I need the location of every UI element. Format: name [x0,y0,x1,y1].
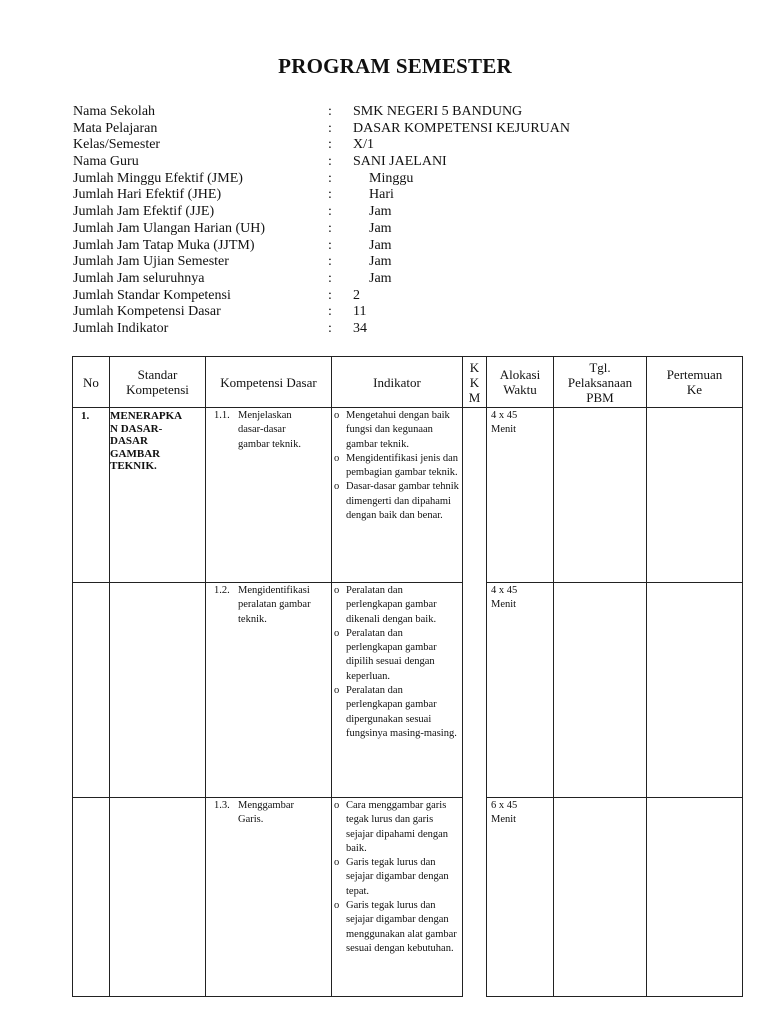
cell-tgl-pelaksanaan [554,798,647,997]
kd-number: 1.3. [214,800,230,811]
table-header-row [73,357,743,408]
table-row [73,798,743,997]
header-pertemuan: Pertemuan Ke [647,357,743,408]
indikator-item [334,480,460,523]
bullet-icon: o [334,410,340,421]
cell-kompetensi-dasar [206,583,332,798]
indikator-text: Dasar-dasar gambar tehnik dimengerti dan dipahami dengan baik dan benar. [346,481,459,522]
cell-alokasi-waktu: 4 x 45 Menit [487,583,554,798]
indikator-text: Mengidentifikasi jenis dan pembagian gambar teknik. [346,452,458,479]
info-value: 11 [353,304,367,320]
cell-standar-kompetensi [110,798,206,997]
info-section [73,104,673,338]
indikator-text: Cara menggambar garis tegak lurus dan garis sejajar dipahami dengan baik. [346,800,449,854]
bullet-icon: o [334,481,340,493]
kd-item [214,584,329,627]
info-colon: : [328,320,332,336]
cell-no [73,798,110,997]
cell-no [73,583,110,798]
header-no: No [73,357,110,408]
cell-standar-kompetensi [110,583,206,798]
info-label: Jumlah Standar Kompetensi [73,287,231,303]
indikator-item [334,627,460,684]
info-row [73,187,673,204]
bullet-icon: o [334,585,340,596]
info-colon: : [328,154,332,170]
info-colon: : [328,270,332,286]
info-row [73,254,673,271]
info-row [73,304,673,321]
info-label: Jumlah Jam Ujian Semester [73,254,229,270]
cell-indikator [332,583,463,798]
cell-kompetensi-dasar [206,798,332,997]
info-label: Jumlah Kompetensi Dasar [73,304,221,320]
info-colon: : [328,287,332,303]
header-kkm: K K M [463,357,487,408]
kd-number: 1.1. [214,410,230,421]
info-label: Mata Pelajaran [73,120,158,136]
bullet-icon: o [334,857,340,869]
info-colon: : [328,120,332,136]
info-value: Jam [369,254,392,270]
indikator-item [334,584,460,627]
info-colon: : [328,304,332,320]
indikator-item [334,856,460,899]
info-colon: : [328,187,332,203]
info-value: SANI JAELANI [353,154,447,170]
header-kompetensi-dasar: Kompetensi Dasar [206,357,332,408]
page-title: PROGRAM SEMESTER [278,54,512,78]
info-row [73,238,673,255]
indikator-text: Peralatan dan perlengkapan gambar dipilih sesuai dengan keperluan. [346,627,437,682]
cell-indikator [332,408,463,583]
cell-kkm [463,583,487,798]
info-row [73,121,673,138]
indikator-item [334,452,460,481]
info-row [73,104,673,121]
info-value: Jam [369,237,392,253]
bullet-icon: o [334,900,340,912]
cell-pertemuan [647,408,743,583]
header-tgl-pelaksanaan: Tgl. Pelaksanaan PBM [554,357,647,408]
info-label: Kelas/Semester [73,137,161,153]
info-value: 34 [353,320,367,336]
info-value: 2 [353,287,360,303]
info-label: Jumlah Hari Efektif (JHE) [73,187,222,203]
bullet-icon: o [334,800,340,811]
info-label: Nama Guru [73,154,139,170]
header-alokasi-waktu: Alokasi Waktu [487,357,554,408]
kd-item [214,409,329,452]
info-value: SMK NEGERI 5 BANDUNG [353,104,523,119]
info-label: Jumlah Indikator [73,320,169,336]
bullet-icon: o [334,627,340,639]
indikator-text: Peralatan dan perlengkapan gambar dipergunakan sesuai fungsinya masing-masing. [346,685,457,739]
cell-tgl-pelaksanaan [554,583,647,798]
table-row [73,408,743,583]
indikator-item [334,799,460,856]
indikator-item [334,899,460,956]
info-label: Jumlah Jam seluruhnya [73,270,205,286]
info-colon: : [328,170,332,186]
info-label: Jumlah Jam Ulangan Harian (UH) [73,220,266,236]
info-colon: : [328,220,332,236]
info-colon: : [328,204,332,220]
table-row [73,583,743,798]
info-label: Jumlah Jam Tatap Muka (JJTM) [73,237,255,253]
kd-text: Mengidentifikasi peralatan gambar teknik. [238,585,311,625]
info-colon: : [328,137,332,153]
info-value: Jam [369,204,392,220]
info-row [73,171,673,188]
info-label: Jumlah Jam Efektif (JJE) [73,204,215,220]
indikator-text: Garis tegak lurus dan sejajar digambar dengan menggunakan alat gambar sesuai dengan kebutuhan. [346,900,457,954]
info-value: Hari [369,187,394,203]
indikator-text: Mengetahui dengan baik fungsi dan kegunaan gambar teknik. [346,410,450,450]
info-colon: : [328,237,332,253]
info-row [73,154,673,171]
cell-no: 1. [73,408,110,583]
cell-tgl-pelaksanaan [554,408,647,583]
program-table [72,356,743,997]
cell-alokasi-waktu: 4 x 45 Menit [487,408,554,583]
indikator-item [334,684,460,741]
cell-kkm [463,798,487,997]
info-row [73,137,673,154]
cell-alokasi-waktu: 6 x 45 Menit [487,798,554,997]
indikator-text: Garis tegak lurus dan sejajar digambar dengan tepat. [346,857,449,897]
header-indikator: Indikator [332,357,463,408]
info-row [73,221,673,238]
info-row [73,271,673,288]
cell-pertemuan [647,583,743,798]
indikator-text: Peralatan dan perlengkapan gambar dikenali dengan baik. [346,585,437,625]
info-row [73,288,673,305]
bullet-icon: o [334,452,340,464]
cell-kkm [463,408,487,583]
indikator-item [334,409,460,452]
header-standar-kompetensi: Standar Kompetensi [110,357,206,408]
cell-standar-kompetensi: MENERAPKA N DASAR- DASAR GAMBAR TEKNIK. [110,408,206,583]
info-value: Jam [369,270,392,286]
info-row [73,204,673,221]
info-colon: : [328,104,332,119]
kd-number: 1.2. [214,585,230,596]
info-value: DASAR KOMPETENSI KEJURUAN [353,120,571,136]
kd-text: Menjelaskan dasar-dasar gambar teknik. [238,410,301,450]
cell-indikator [332,798,463,997]
info-value: Minggu [369,170,414,186]
cell-kompetensi-dasar [206,408,332,583]
kd-item [214,799,329,828]
bullet-icon: o [334,685,340,697]
kd-text: Menggambar Garis. [238,800,294,826]
info-colon: : [328,254,332,270]
info-value: Jam [369,220,392,236]
cell-pertemuan [647,798,743,997]
info-label: Nama Sekolah [73,104,156,119]
info-label: Jumlah Minggu Efektif (JME) [73,170,243,186]
info-row [73,321,673,338]
info-value: X/1 [353,137,374,153]
